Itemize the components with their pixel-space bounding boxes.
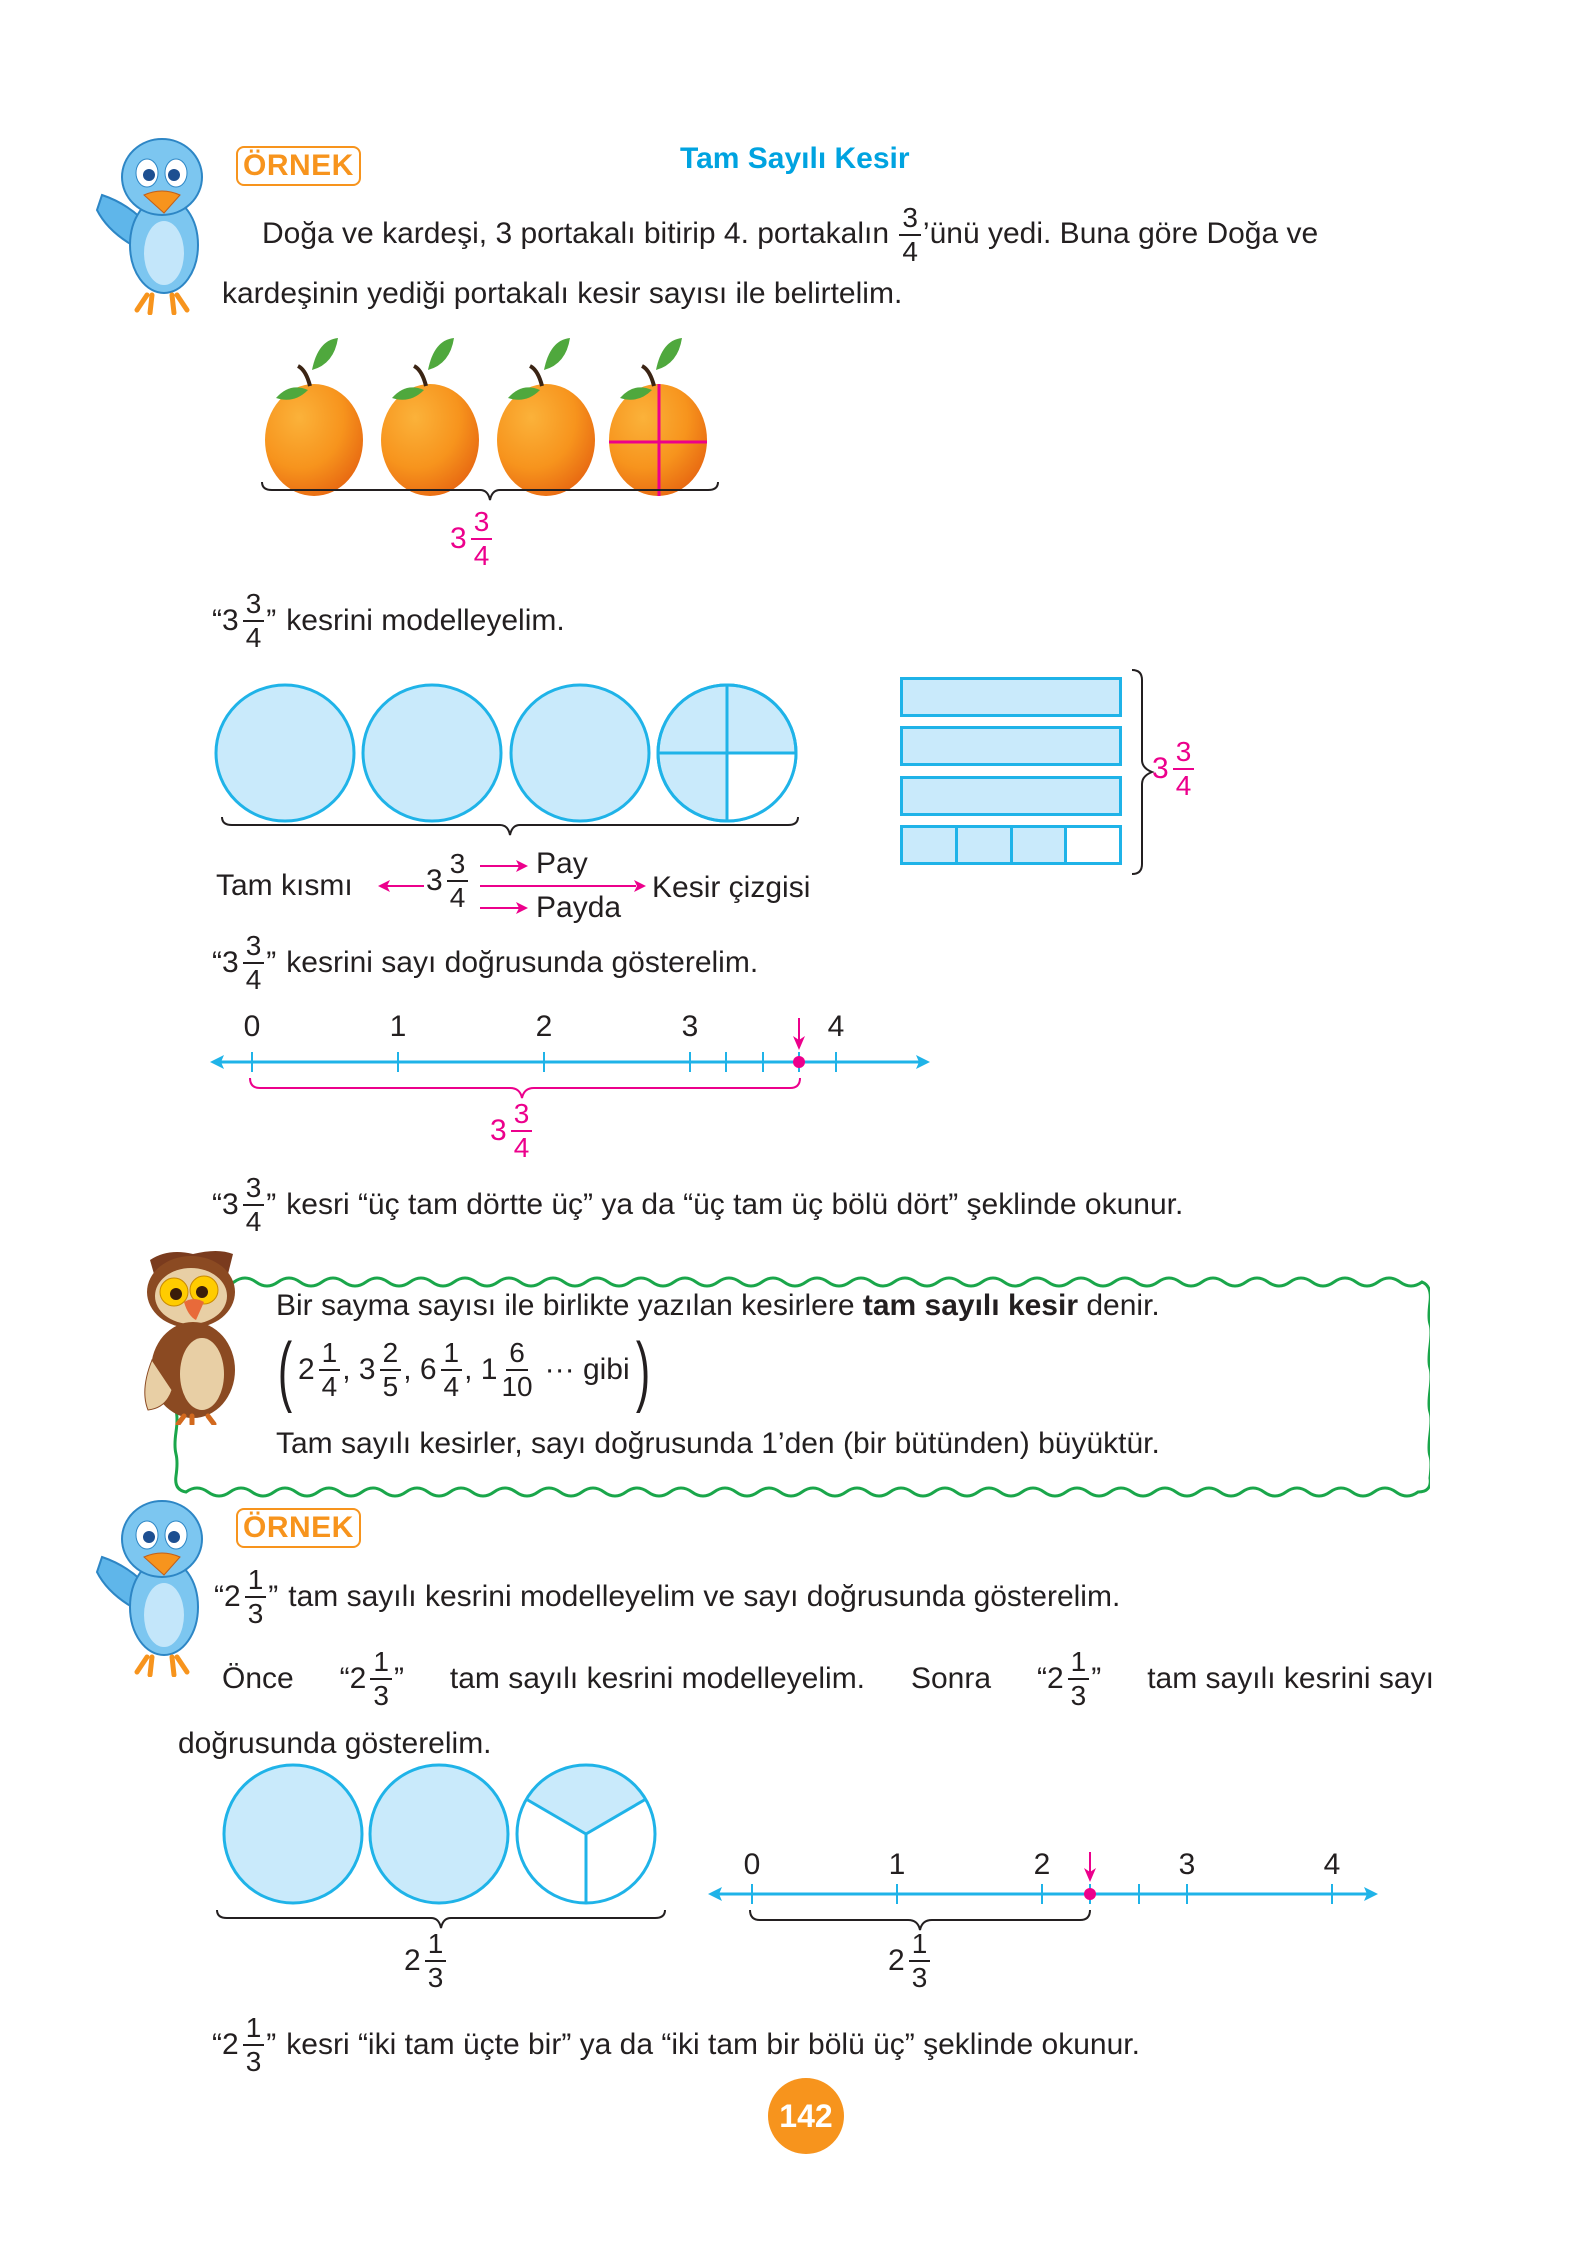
circle-model-fraction-label: 2 $\frac{1}{3}$	[404, 1930, 448, 1992]
brace-icon	[260, 480, 720, 504]
example1-line1: Doğa ve kardeşi, 3 portakalı bitirip 4. portakalın $\frac{3}{4}$ ’ünü yedi. Buna göre Doğa ve	[262, 202, 1319, 267]
tick-label: 4	[827, 1010, 845, 1043]
circle-model-3-3-4	[210, 675, 810, 835]
point-marker	[793, 1056, 805, 1068]
point-marker	[1084, 1888, 1096, 1900]
tick-label: 1	[888, 1848, 906, 1881]
arrow-left-icon	[378, 876, 426, 896]
definition-line-1: Bir sayma sayısı ile birlikte yazılan kesirlere tam sayılı kesir denir.	[276, 1289, 1160, 1322]
numberline-fraction-label: 2 $\frac{1}{3}$	[888, 1930, 932, 1992]
page-number-badge: 142	[768, 2078, 844, 2154]
example-fraction: 2 $\frac{1}{4}$	[298, 1339, 342, 1401]
orange-icon	[381, 338, 479, 496]
whole-part-label: Tam kısmı	[216, 869, 353, 902]
page-title: Tam Sayılı Kesir	[680, 142, 910, 175]
example1-line2: kardeşinin yediği portakalı kesir sayısı ile belirtelim.	[222, 277, 903, 310]
brace-icon	[220, 815, 800, 839]
numberline-2	[708, 1838, 1378, 1998]
circle-model-2-1-3	[218, 1762, 668, 1907]
oranges-illustration	[250, 320, 730, 500]
example-badge: ÖRNEK	[236, 1508, 361, 1548]
orange-icon	[497, 338, 595, 496]
bar-whole	[900, 776, 1122, 816]
tick-label: 0	[743, 1848, 761, 1881]
bar-partial	[900, 825, 1122, 865]
bird-mascot-icon	[92, 135, 222, 315]
definition-line-3: Tam sayılı kesirler, sayı doğrusunda 1’den (bir bütünden) büyüktür.	[276, 1427, 1160, 1460]
example-badge: ÖRNEK	[236, 146, 361, 186]
numerator-label: Pay	[536, 847, 588, 880]
anatomy-fraction: 3 $\frac{3}{4}$	[426, 850, 470, 912]
denominator-label: Payda	[536, 891, 622, 924]
fraction: $\frac{3}{4}$	[899, 204, 921, 266]
reading-sentence-2: “ 2 $\frac{1}{3}$ ” kesri “iki tam üçte bir” ya da “iki tam bir bölü üç” şeklinde okunur.	[212, 2012, 1140, 2077]
oranges-fraction-label: 3 $\frac{3}{4}$	[450, 508, 494, 570]
paren-open-icon: (	[277, 1326, 293, 1414]
model-prompt: “ 3 $\frac{3}{4}$ ” kesrini modelleyelim.	[212, 588, 565, 653]
bar-whole	[900, 677, 1122, 717]
reading-sentence-1: “ 3 $\frac{3}{4}$ ” kesri “üç tam dörtte üç” ya da “üç tam üç bölü dört” şeklinde okunur.	[212, 1172, 1184, 1237]
orange-divided-icon	[609, 338, 707, 496]
tick-label: 2	[1033, 1848, 1051, 1881]
arrow-right-icon	[480, 858, 528, 874]
tick-label: 2	[535, 1010, 553, 1043]
owl-mascot-icon	[138, 1240, 248, 1425]
numberline-1	[210, 1010, 930, 1170]
paren-close-icon: )	[635, 1326, 650, 1414]
arrow-right-icon	[480, 900, 528, 916]
tick-label: 1	[389, 1010, 407, 1043]
example-fraction: 1 $\frac{6}{10}$	[480, 1337, 533, 1402]
fraction-line-label: Kesir çizgisi	[652, 871, 811, 904]
tick-label: 0	[243, 1010, 261, 1043]
example-fraction: 3 $\frac{2}{5}$	[359, 1339, 403, 1401]
example2-steps: Önce “ 2 $\frac{1}{3}$ ” tam sayılı kesrini modelleyelim. Sonra “ 2 $\frac{1}{3}$ ” tam sayılı kesrini sayı	[222, 1646, 1434, 1711]
numberline-fraction-label: 3 $\frac{3}{4}$	[490, 1100, 534, 1162]
numberline-prompt: “ 3 $\frac{3}{4}$ ” kesrini sayı doğrusunda gösterelim.	[212, 930, 759, 995]
bars-fraction-label: 3 $\frac{3}{4}$	[1152, 738, 1196, 800]
tick-label: 4	[1323, 1848, 1341, 1881]
bird-mascot-icon	[92, 1497, 222, 1677]
example2-step-line2: doğrusunda gösterelim.	[178, 1727, 492, 1760]
tick-label: 3	[1178, 1848, 1196, 1881]
example-fraction: 6 $\frac{1}{4}$	[420, 1339, 464, 1401]
definition-examples: ( 2 $\frac{1}{4}$ , 3 $\frac{2}{5}$ , 6 $\frac{1}{4}$ , 1 $\frac{6}{10}$ ··· gibi )	[277, 1326, 650, 1414]
orange-icon	[265, 338, 363, 496]
tick-label: 3	[681, 1010, 699, 1043]
example2-prompt: “ 2 $\frac{1}{3}$ ” tam sayılı kesrini modelleyelim ve sayı doğrusunda gösterelim.	[214, 1564, 1121, 1629]
bar-whole	[900, 726, 1122, 766]
